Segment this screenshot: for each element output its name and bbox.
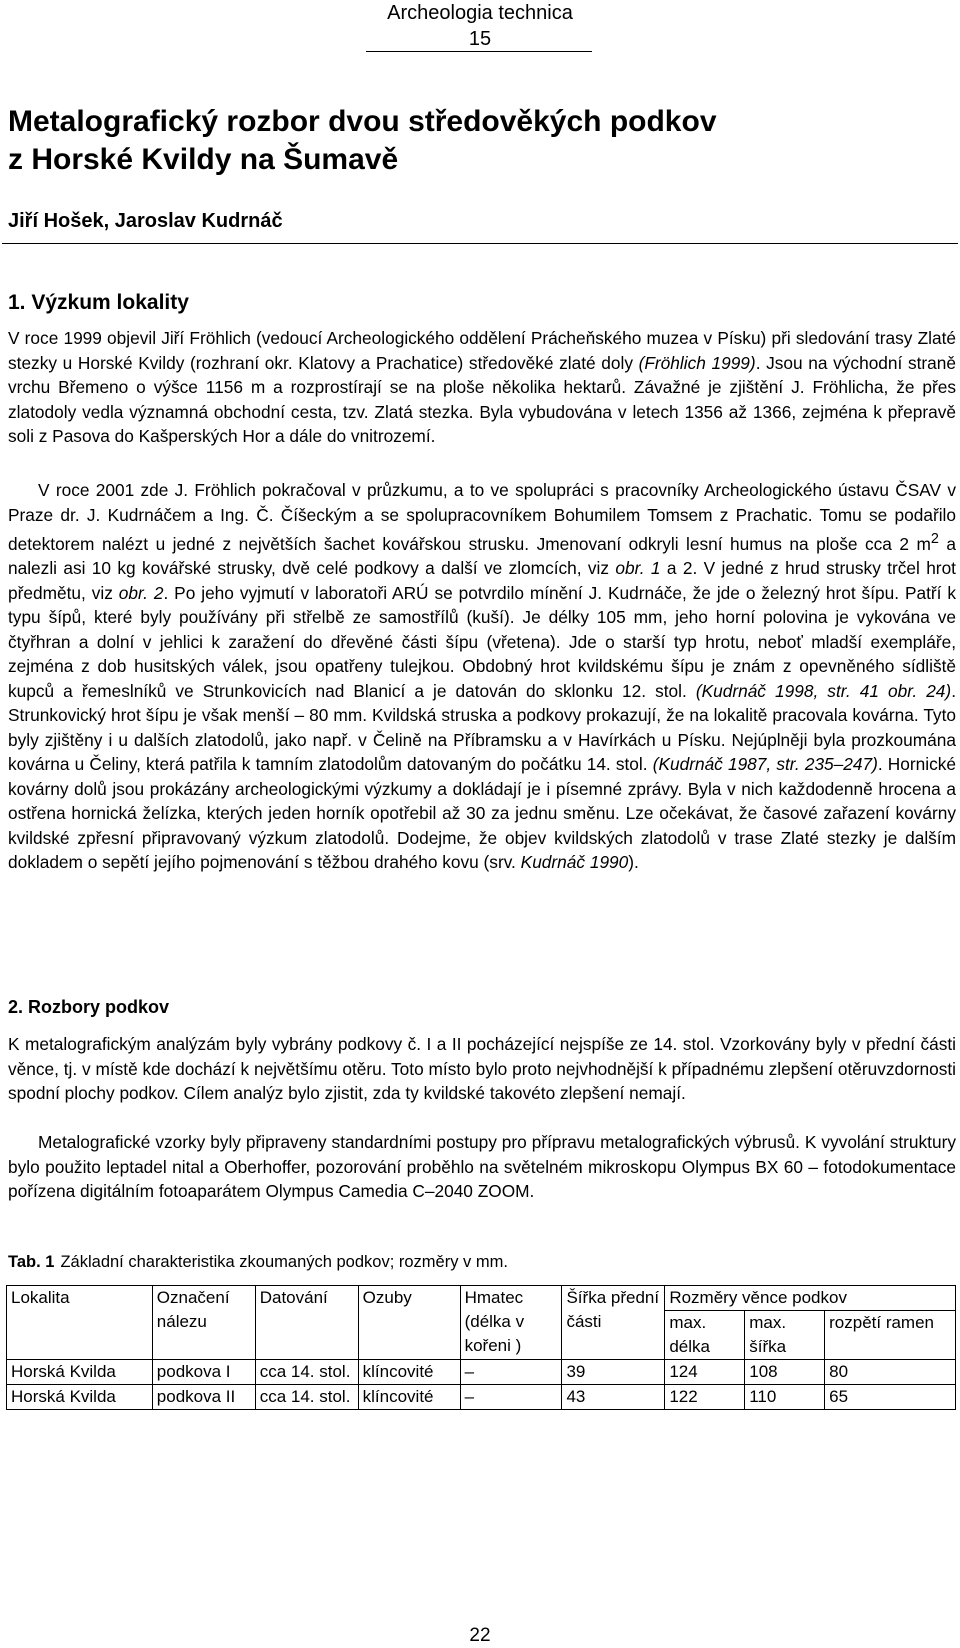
header-rule [366,51,592,52]
th-datovani: Datování [255,1286,358,1360]
title-line-1: Metalografický rozbor dvou středověkých podkov [8,105,717,138]
table-cell: cca 14. stol. [255,1360,358,1385]
journal-issue: 15 [468,28,492,50]
title-line-2: z Horské Kvildy na Šumavě [8,143,399,176]
paragraph-2: V roce 2001 zde J. Fröhlich pokračoval v průzkumu, a to ve spolupráci s pracovníky Archeologického ústavu ČSAV v Praze dr. J. Kudrnáčem a Ing. Č. Číšeckým a se spolupracovníkem Bohumilem Tomsem z Prachatic. Tomu se podařilo detektorem nalézt u jedné z největších šachet kovářskou strusku. Jmenovaní odkryli lesní humus na ploše cca 2 $m^2$ a nalezli asi 10 kg kovářské strusky, dvě celé podkovy a další ve zlomcích, viz obr. 1 a 2. V jedné z hrud strusky trčel hrot předmětu, viz obr. 2. Po jeho vyjmutí v laboratoři ARÚ se potvrdilo mínění J. Kudrnáče, že jde o železný hrot šípu. Patří k typu šípů, které byly používány při střelbě ze samostřílů (kuší). Je délky 105 mm, jeho horní polovina je vykována ve čtyřhran a dolní v jehlici k zaražení do dřevěné části šípu (vřetena). Jde o starší typ hrotu, neboť mladší exempláře, zejména z dob husitských válek, jsou opatřeny tulejkou. Obdobný hrot kvildskému šípu je znám z opevněného sídliště kupců a řemeslníků ve Strunkovicích nad Blanicí a je datován do sklonku 12. stol. (Kudrnáč 1998, str. 41 obr. 24). Strunkovický hrot šípu je však menší – 80 mm. Kvildská struska a podkovy prokazují, že na lokalitě pracovala kovárna. Tyto byly zjištěny i u dalších zlatodolů, jako např. v Čelině na Příbramsku a v Havírkách u Písku. Nejúplněji byla prozkoumána kovárna u Čeliny, která patřila k tamním zlatodolům datovaným do počátku 14. stol. (Kudrnáč 1987, str. 235–247). Hornické kovárny dolů jsou prokázány archeologickými výzkumy a dokládají je i písemné zprávy. Byla v nich každodenně hrocena a ostřena hornická želízka, kterých jeden horník opotřebil až 30 za jednu směnu. Lze očekávat, že časové zařazení kovárny kvildské zpřesní připravovaný výzkum zlatodolů. Dodejme, že objev kvildských zlatodolů v trase Zlaté stezky je dalším dokladem o sepětí jejího pojmenování s těžbou drahého kovu (srv. Kudrnáč 1990). [8,480,957,873]
journal-header [360,0,600,52]
table-cell: 65 [825,1385,956,1410]
table-cell: Horská Kvilda [7,1360,153,1385]
table-cell: 80 [825,1360,956,1385]
section-2-heading: 2. Rozbory podkov [8,997,170,1017]
table-cell: podkova I [152,1360,255,1385]
table-row [7,1360,956,1385]
th-lokalita: Lokalita [7,1286,153,1360]
table-header-row [7,1286,956,1311]
authors-rule [2,243,958,244]
table-caption: Tab. 1 Základní charakteristika zkoumaných podkov; rozměry v mm. [8,1253,508,1271]
table-cell: 122 [665,1385,745,1410]
paragraph-1: V roce 1999 objevil Jiří Fröhlich (vedoucí Archeologického oddělení Prácheňského muzea v Písku) při sledování trasy Zlaté stezky u Horské Kvildy (rozhraní okr. Klatovy a Prachatice) středověké zlaté doly (Fröhlich 1999). Jsou na východní straně vrchu Břemeno o výšce 1156 m a rozprostírají se na ploše několika hektarů. Závažné je zjištění J. Fröhlicha, že přes zlatodoly vedla významná obchodní cesta, tzv. Zlatá stezka. Byla vybudována v letech 1356 až 1366, zejména k přepravě soli z Pasova do Kašperských Hor a dále do vnitrozemí. [8,328,956,446]
table-cell: podkova II [152,1385,255,1410]
table-cell: cca 14. stol. [255,1385,358,1410]
table-cell: 124 [665,1360,745,1385]
paragraph-3: K metalografickým analýzám byly vybrány podkovy č. I a II pocházející nejspíše ze 14. stol. Vzorkovány byly v přední části věnce, tj. v místě kde dochází k největšímu otěru. Toto místo bylo proto nejvhodnější k případnému zlepšení otěruvzdornosti spodní plochy podkov. Cílem analýz bylo zjistit, zda ty kvildské takovéto zlepšení nemají. [8,1034,956,1103]
table-cell: – [460,1385,562,1410]
th-max-delka: max. délka [665,1311,745,1360]
article-title [8,103,948,179]
table-cell: Horská Kvilda [7,1385,153,1410]
shoe-table [6,1285,956,1410]
th-sirka: Šířka přední části [562,1286,665,1360]
journal-name: Archeologia technica [387,2,573,24]
paragraph-4: Metalografické vzorky byly připraveny standardními postupy pro přípravu metalografických výbrusů. K vyvolání struktury bylo použito leptadel nital a Oberhoffer, pozorování proběhlo na světelném mikroskopu Olympus BX 60 – fotodokumentace pořízena digitálním fotoaparátem Olympus Camedia C–2040 ZOOM. [8,1132,956,1201]
section-1-heading: 1. Výzkum lokality [8,291,189,314]
th-rozpeti: rozpětí ramen [825,1311,956,1360]
table-cell: 39 [562,1360,665,1385]
th-oznaceni: Označení nálezu [152,1286,255,1360]
table-cell: – [460,1360,562,1385]
table-cell: klíncovité [358,1360,460,1385]
table-cell: 110 [745,1385,825,1410]
th-ozuby: Ozuby [358,1286,460,1360]
table-row [7,1385,956,1410]
table-cell: 43 [562,1385,665,1410]
page-number: 22 [469,1625,491,1646]
authors: Jiří Hošek, Jaroslav Kudrnáč [8,210,283,232]
th-hmatec: Hmatec (délka v kořeni ) [460,1286,562,1360]
table-cell: klíncovité [358,1385,460,1410]
th-group-rozmery: Rozměry věnce podkov [665,1286,956,1311]
table-cell: 108 [745,1360,825,1385]
th-max-sirka: max. šířka [745,1311,825,1360]
